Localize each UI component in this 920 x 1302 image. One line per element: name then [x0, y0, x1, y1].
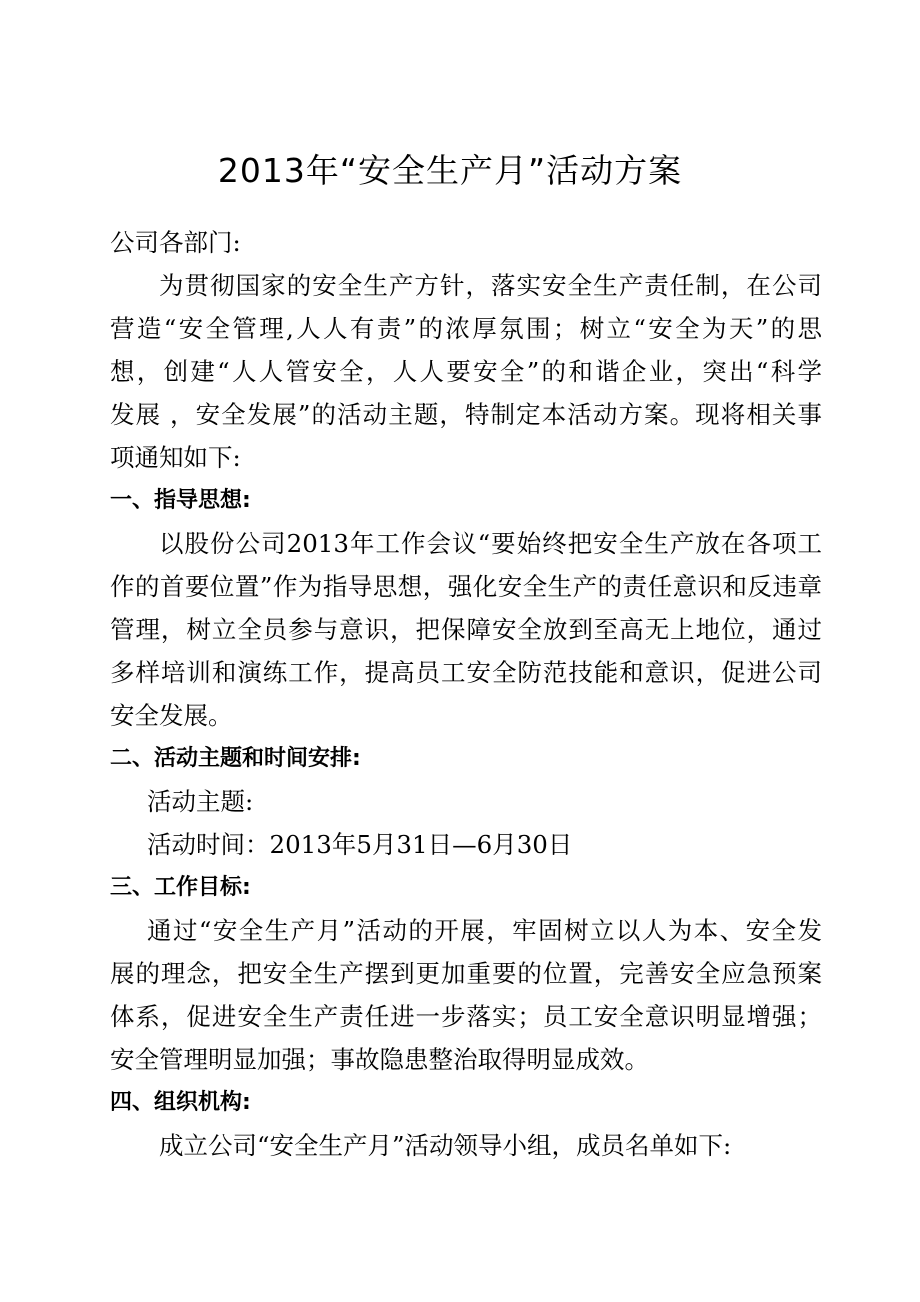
section-3-line-4: 安全管理明显加强；事故隐患整治取得明显成效。: [110, 1045, 649, 1074]
activity-theme-line: 活动主题:: [147, 787, 254, 816]
section-1-line-3: 管理，树立全员参与意识，把保障安全放到至高无上地位，通过: [110, 615, 822, 644]
intro-line-2: 营造“安全管理,人人有责”的浓厚氛围；树立“安全为天”的思: [110, 314, 822, 343]
section-1-line-5: 安全发展。: [110, 701, 233, 730]
section-1-line-1: 以股份公司2013年工作会议“要始终把安全生产放在各项工: [159, 529, 822, 558]
section-heading-organization: 四、组织机构:: [110, 1090, 251, 1115]
section-heading-work-goals: 三、工作目标:: [110, 875, 251, 900]
section-3-line-1: 通过“安全生产月”活动的开展，牢固树立以人为本、安全发: [147, 916, 822, 945]
section-heading-theme-schedule: 二、活动主题和时间安排:: [110, 746, 361, 771]
greeting: 公司各部门:: [110, 228, 241, 257]
section-3-line-3: 体系，促进安全生产责任进一步落实；员工安全意识明显增强；: [110, 1002, 822, 1031]
section-1-line-4: 多样培训和演练工作，提高员工安全防范技能和意识，促进公司: [110, 658, 822, 687]
section-heading-guiding-ideology: 一、指导思想:: [110, 488, 251, 513]
document-body: [110, 221, 822, 1167]
intro-line-3: 想，创建“人人管安全，人人要安全”的和谐企业，突出“科学: [110, 357, 822, 386]
section-1-line-2: 作的首要位置”作为指导思想，强化安全生产的责任意识和反违章: [110, 572, 822, 601]
activity-time-line: 活动时间：2013年5月31日—6月30日: [147, 830, 573, 859]
document-title: 2013年“安全生产月”活动方案: [217, 151, 683, 190]
intro-line-4: 发展 ，安全发展”的活动主题，特制定本活动方案。现将相关事: [110, 400, 822, 429]
section-3-line-2: 展的理念，把安全生产摆到更加重要的位置，完善安全应急预案: [110, 959, 822, 988]
intro-line-1: 为贯彻国家的安全生产方针，落实安全生产责任制，在公司: [159, 271, 822, 300]
intro-line-5: 项通知如下:: [110, 443, 241, 472]
section-4-line-1: 成立公司“安全生产月”活动领导小组，成员名单如下:: [159, 1131, 732, 1160]
